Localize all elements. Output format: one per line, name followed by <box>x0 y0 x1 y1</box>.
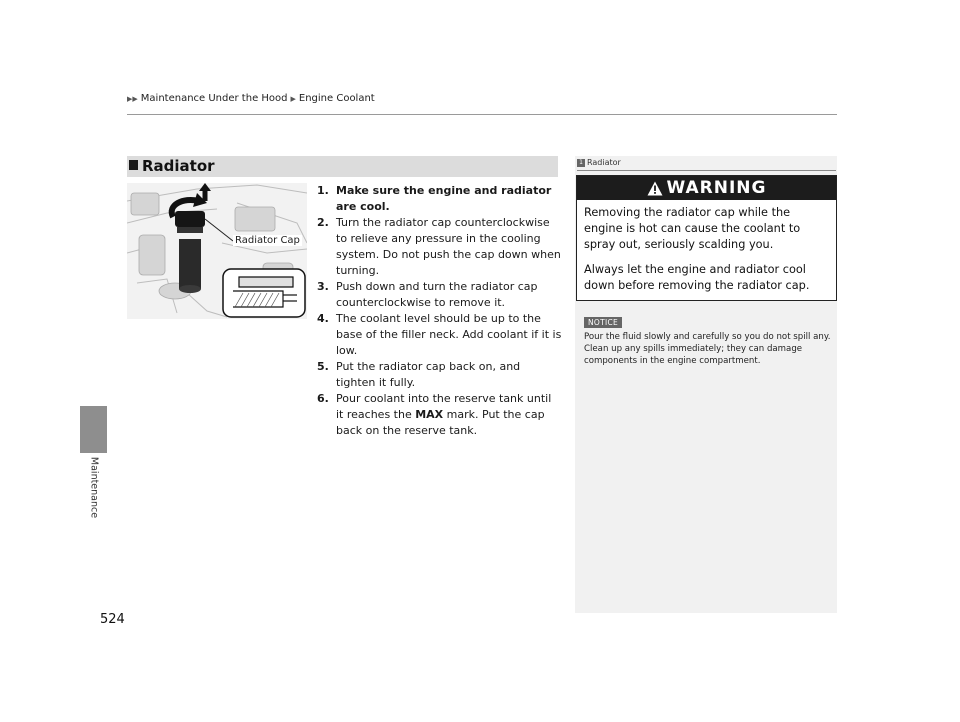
step-item <box>317 359 562 391</box>
page-number: 524 <box>100 612 125 627</box>
warning-title: WARNING <box>666 178 767 198</box>
breadcrumb-item[interactable]: Engine Coolant <box>298 93 375 104</box>
warning-text: Removing the radiator cap while the engine is hot can cause the coolant to spray out, seriously scalding you. <box>584 206 801 251</box>
notice-text: Pour the fluid slowly and carefully so you do not spill any. Clean up any spills immediately; they can damage components in the engine compartment. <box>584 332 831 366</box>
breadcrumb-item[interactable]: Maintenance Under the Hood <box>140 93 288 104</box>
step-text-after: mark. Put the cap back on the reserve tank. <box>336 408 545 437</box>
chapter-label-text: Maintenance <box>88 456 99 519</box>
step-number: 6. <box>317 392 329 405</box>
step-item <box>317 391 562 439</box>
step-text: Make sure the engine and radiator are cool. <box>336 184 552 213</box>
breadcrumb-arrow-icon: ▶ <box>290 94 296 103</box>
step-number: 5. <box>317 360 329 373</box>
max-mark-label: MAX <box>415 408 444 421</box>
procedure-steps <box>317 183 562 439</box>
note-divider <box>577 170 836 171</box>
step-text: Push down and turn the radiator cap counterclockwise to remove it. <box>336 280 538 309</box>
step-number: 4. <box>317 312 329 325</box>
warning-header <box>577 176 836 200</box>
chapter-tab[interactable] <box>80 406 107 453</box>
step-text: The coolant level should be up to the base of the filler neck. Add coolant if it is low. <box>336 312 562 357</box>
step-text-before: Pour coolant into the reserve tank until it reaches the <box>336 392 552 421</box>
breadcrumb-arrow-icon: ▶▶ <box>127 94 138 103</box>
note-heading-text: Radiator <box>587 158 621 167</box>
step-number: 3. <box>317 280 329 293</box>
header-divider <box>127 114 837 115</box>
breadcrumb <box>127 93 375 104</box>
radiator-cap-callout: Radiator Cap <box>235 235 300 246</box>
step-text <box>336 392 551 437</box>
step-item <box>317 311 562 359</box>
warning-body <box>577 200 836 294</box>
step-number: 2. <box>317 216 329 229</box>
engine-bay-drawing <box>127 183 307 319</box>
warning-box <box>576 175 837 301</box>
step-text: Put the radiator cap back on, and tighten it fully. <box>336 360 521 389</box>
section-header <box>127 156 558 177</box>
section-square-icon <box>129 160 138 170</box>
section-title: Radiator <box>142 157 215 175</box>
note-heading <box>577 158 621 167</box>
step-item <box>317 279 562 311</box>
step-text: Turn the radiator cap counterclockwise to relieve any pressure in the cooling system. Do not push the cap down when turning. <box>336 216 561 277</box>
radiator-cap-illustration <box>127 183 307 319</box>
step-item <box>317 215 562 279</box>
step-item <box>317 183 562 215</box>
step-number: 1. <box>317 184 329 197</box>
notice-badge: NOTICE <box>584 317 622 328</box>
chapter-label <box>80 456 107 520</box>
warning-triangle-icon <box>647 181 663 196</box>
warning-text: Always let the engine and radiator cool down before removing the radiator cap. <box>584 263 810 292</box>
note-ref-icon: 1 <box>577 159 585 167</box>
